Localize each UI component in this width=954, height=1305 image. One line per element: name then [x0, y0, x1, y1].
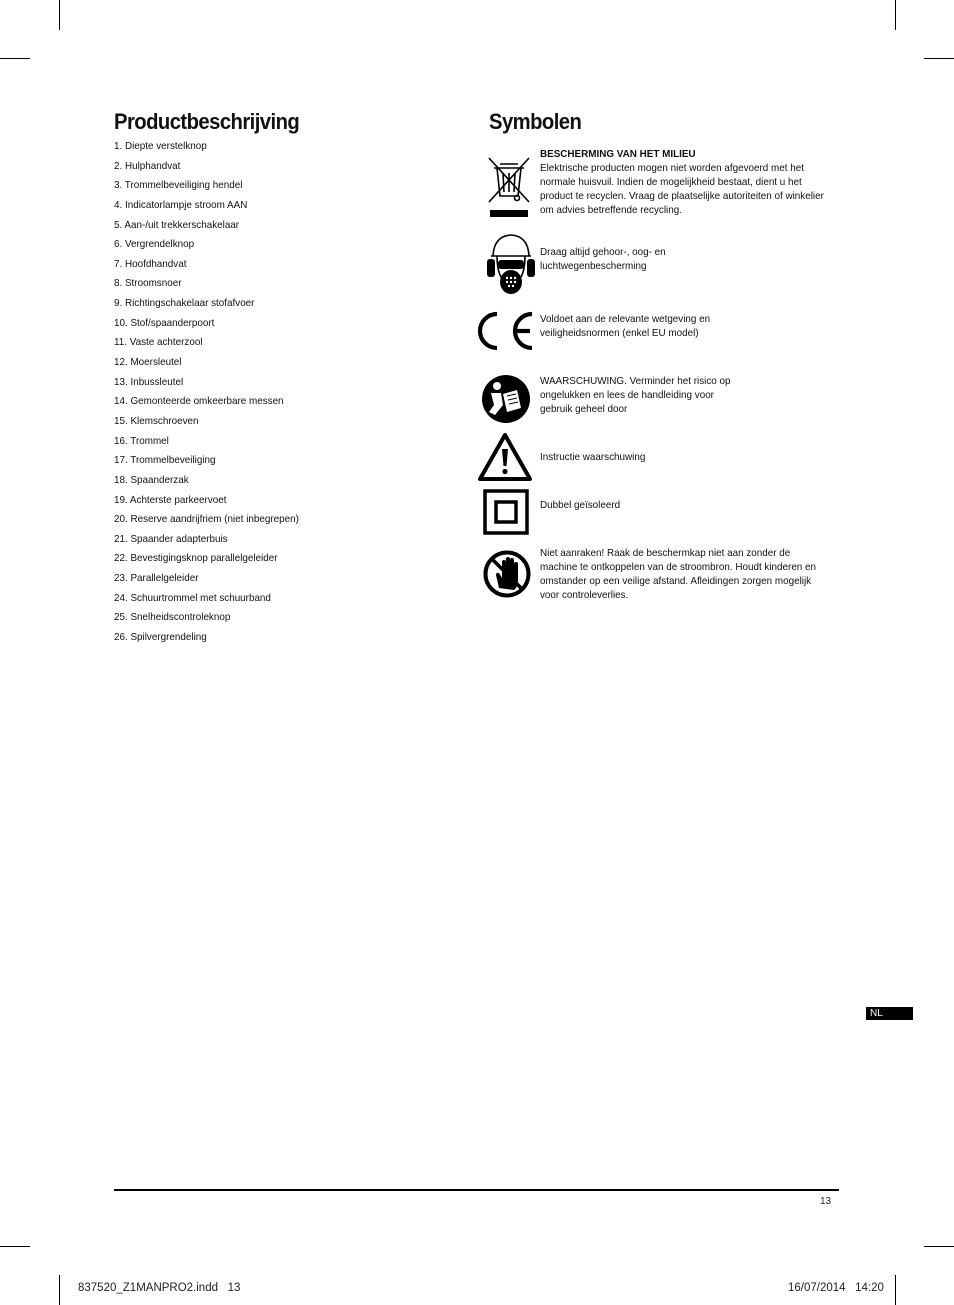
crop-mark	[895, 0, 896, 30]
ce-mark-icon	[475, 310, 537, 352]
ce-description: Voldoet aan de relevante wetgeving en veiligheidsnormen (enkel EU model)	[540, 314, 711, 339]
warning-description: Instructie waarschuwing	[540, 452, 646, 463]
file-info: 837520_Z1MANPRO2.indd 13	[78, 1282, 241, 1294]
list-item: 13. Inbussleutel	[114, 376, 184, 388]
list-item: 16. Trommel	[114, 435, 169, 447]
language-tab: NL	[866, 1007, 913, 1020]
double-insulated-icon	[483, 489, 529, 535]
page-number: 13	[820, 1196, 832, 1207]
list-item: 8. Stroomsnoer	[114, 278, 182, 290]
list-item: 1. Diepte verstelknop	[114, 141, 207, 152]
list-item: 21. Spaander adapterbuis	[114, 533, 228, 545]
list-item: 10. Stof/spaanderpoort	[114, 317, 215, 329]
list-item: 3. Trommelbeveiliging hendel	[114, 180, 243, 192]
no-touch-description: Niet aanraken! Raak de beschermkap niet aan zonder de machine te ontkoppelen van de stroombron. Houdt kinderen en omstander op een veilige afstand. Afleidingen zorgen mogelijk voor controleverlies.	[540, 548, 817, 601]
parts-list	[114, 140, 309, 651]
do-not-touch-icon	[483, 550, 531, 598]
list-item: 2. Hulphandvat	[114, 160, 181, 172]
list-item: 22. Bevestigingsknop parallelgeleider	[114, 553, 278, 565]
list-item: 24. Schuurtrommel met schuurband	[114, 592, 271, 604]
list-item: 12. Moersleutel	[114, 357, 182, 369]
crossed-wheelie-bin-icon	[486, 154, 532, 220]
list-item: 7. Hoofdhandvat	[114, 258, 187, 270]
list-item: 6. Vergrendelknop	[114, 239, 195, 251]
environment-text: Elektrische producten mogen niet worden afgevoerd met het normale huisvuil. Indien de mogelijkheid bestaat, dient u het product te recyclen. Vraag de plaatselijke autoriteiten of winkelier om advies betreffende recycling.	[540, 163, 824, 216]
list-item: 26. Spilvergrendeling	[114, 632, 207, 644]
footer-rule	[114, 1189, 839, 1191]
list-item: 23. Parallelgeleider	[114, 573, 199, 585]
crop-mark	[924, 58, 954, 59]
list-item: 5. Aan-/uit trekkerschakelaar	[114, 219, 240, 231]
list-item: 17. Trommelbeveiliging	[114, 455, 216, 467]
list-item: 18. Spaanderzak	[114, 474, 189, 486]
crop-mark	[0, 1246, 30, 1247]
crop-mark	[59, 0, 60, 30]
list-item: 14. Gemonteerde omkeerbare messen	[114, 396, 284, 408]
environment-heading: BESCHERMING VAN HET MILIEU	[540, 149, 696, 160]
list-item: 11. Vaste achterzool	[114, 337, 203, 349]
list-item: 9. Richtingschakelaar stofafvoer	[114, 298, 255, 310]
protective-gear-icon	[486, 232, 536, 298]
crop-mark	[924, 1246, 954, 1247]
environment-description	[540, 148, 825, 218]
list-item: 15. Klemschroeven	[114, 415, 199, 427]
warning-triangle-icon	[477, 432, 533, 482]
crop-mark	[0, 58, 30, 59]
list-item: 25. Snelheidscontroleknop	[114, 612, 231, 624]
crop-mark	[895, 1275, 896, 1305]
read-manual-icon	[481, 374, 531, 424]
double-insulated-description: Dubbel geïsoleerd	[540, 500, 621, 511]
protection-description: Draag altijd gehoor-, oog- en luchtwegenbescherming	[540, 247, 666, 272]
product-description-heading: Productbeschrijving	[114, 109, 300, 134]
manual-description: WAARSCHUWING. Verminder het risico op ongelukken en lees de handleiding voor gebruik geheel door	[540, 376, 731, 415]
list-item: 4. Indicatorlampje stroom AAN	[114, 199, 248, 211]
crop-mark	[59, 1275, 60, 1305]
list-item: 19. Achterste parkeervoet	[114, 494, 227, 506]
list-item: 20. Reserve aandrijfriem (niet inbegrepen)	[114, 514, 299, 526]
print-date: 16/07/2014 14:20	[788, 1282, 884, 1294]
symbols-heading: Symbolen	[489, 109, 582, 134]
